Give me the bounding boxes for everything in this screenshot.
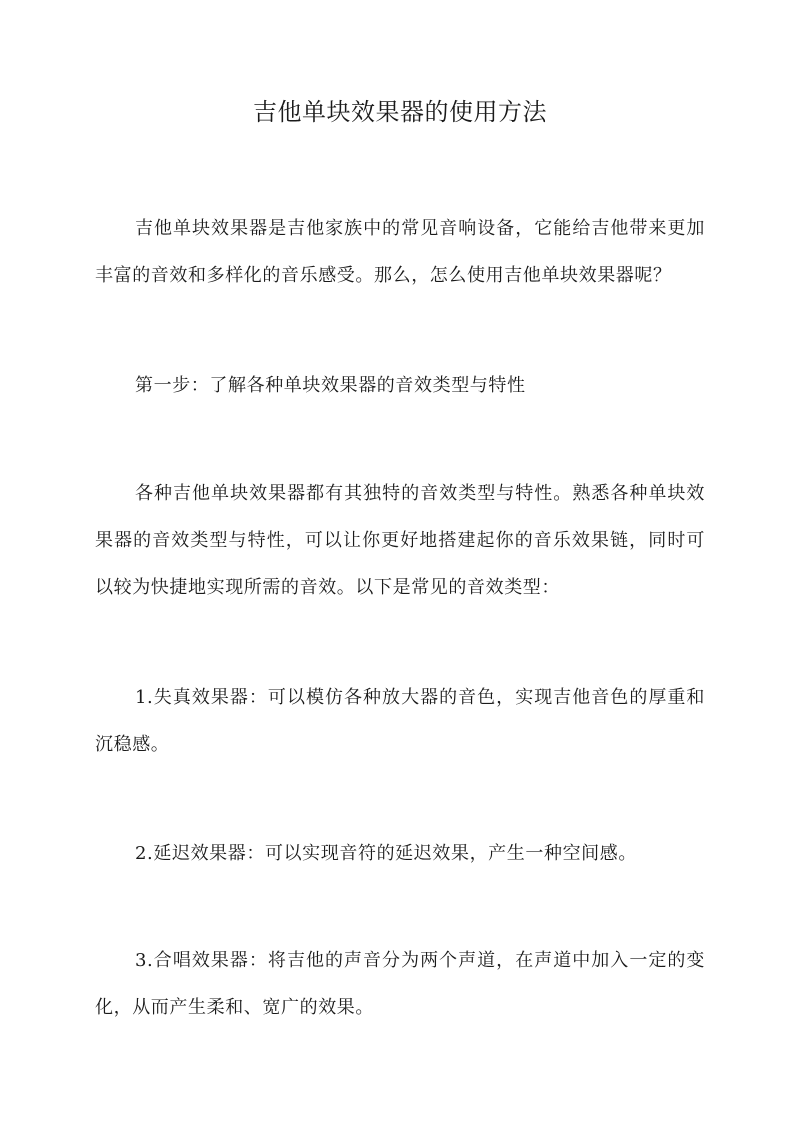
list-item-chorus: 3.合唱效果器：将吉他的声音分为两个声道，在声道中加入一定的变化，从而产生柔和、宽广的效果。 bbox=[95, 950, 705, 1018]
list-item-delay: 2.延迟效果器：可以实现音符的延迟效果，产生一种空间感。 bbox=[135, 843, 637, 864]
step-one-paragraph: 各种吉他单块效果器都有其独特的音效类型与特性。熟悉各种单块效果器的音效类型与特性，可以让你更好地搭建起你的音乐效果链，同时可以较为快捷地实现所需的音效。以下是常见的音效类型： bbox=[95, 483, 705, 598]
intro-paragraph: 吉他单块效果器是吉他家族中的常见音响设备，它能给吉他带来更加丰富的音效和多样化的音乐感受。那么，怎么使用吉他单块效果器呢？ bbox=[95, 218, 705, 286]
document-title: 吉他单块效果器的使用方法 bbox=[253, 98, 547, 126]
list-item-distortion: 1.失真效果器：可以模仿各种放大器的音色，实现吉他音色的厚重和沉稳感。 bbox=[95, 687, 705, 755]
step-one-heading: 第一步：了解各种单块效果器的音效类型与特性 bbox=[135, 375, 526, 396]
